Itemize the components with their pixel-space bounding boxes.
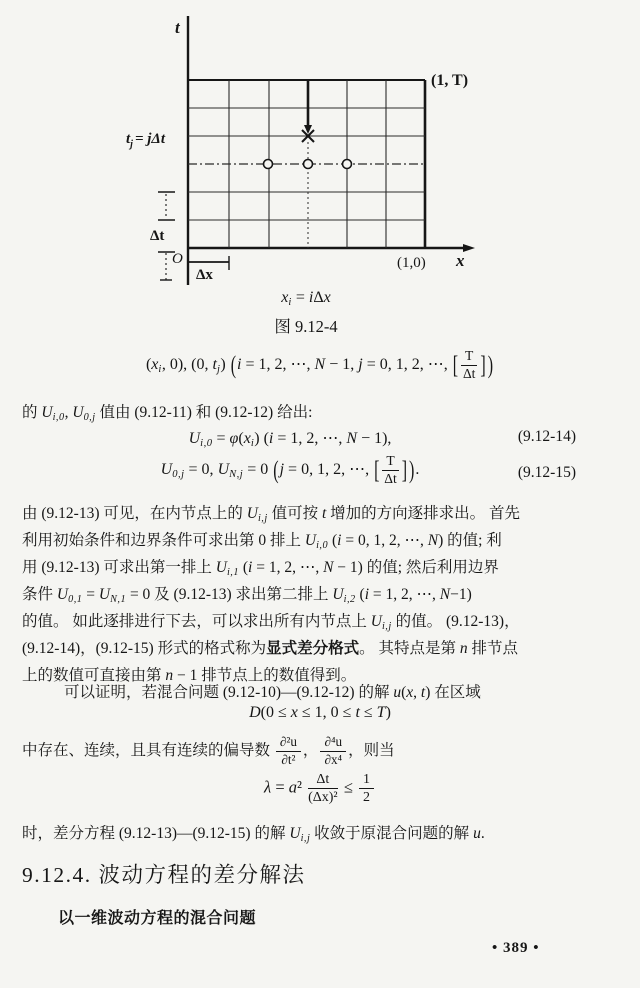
paragraph-line: 用 (9.12-13) 可求出第一排上 Ui,1 (i = 1, 2, ⋯, N − 1) 的值; 然后利用边界 bbox=[22, 559, 499, 578]
equation-number: (9.12-15) bbox=[517, 464, 576, 481]
figure-9-12-4 bbox=[0, 0, 640, 286]
text-line-derivatives: 中存在、连续，且具有连续的偏导数 $\frac{\text{∂²u}}{\text{∂t²}}$ ， $\frac{\text{∂⁴u}}{\text{∂x⁴}}$ ，则当 bbox=[22, 734, 395, 767]
sub-heading: 以一维波动方程的混合问题 bbox=[58, 910, 257, 927]
paragraph-line: 利用初始条件和边界条件可求出第 0 排上 Ui,0 (i = 0, 1, 2, ⋯, N) 的值; 利 bbox=[22, 532, 502, 551]
bottom-right-corner-label: (1,0) bbox=[397, 255, 426, 271]
x-axis-label: x bbox=[456, 251, 465, 270]
dt-label: Δt bbox=[150, 228, 165, 244]
t-axis-label: t bbox=[175, 18, 180, 37]
paragraph-intro-line: 可以证明，若混合问题 (9.12-10)—(9.12-12) 的解 u(x, t) 在区域 bbox=[64, 684, 481, 701]
origin-label: O bbox=[172, 251, 183, 267]
figure-caption-title: 图 9.12-4 bbox=[274, 317, 338, 336]
equation-number: (9.12-14) bbox=[517, 428, 576, 445]
paragraph-line: 条件 U0,1 = UN,1 = 0 及 (9.12-13) 求出第二排上 Ui,2 (i = 1, 2, ⋯, N−1) bbox=[22, 586, 472, 605]
paragraph-line: 的值。 如此逐排进行下去，可以求出所有内节点上 Ui,j 的值。 (9.12-13)， bbox=[22, 613, 520, 632]
equation-9-12-15 bbox=[0, 454, 640, 487]
paragraph-line: (9.12-14)，(9.12-15) 形式的格式称为显式差分格式。 其特点是第 n 排节点 bbox=[22, 640, 519, 657]
text-line-given: 的 Ui,0, U0,j 值由 (9.12-11) 和 (9.12-12) 给出: bbox=[22, 404, 313, 423]
top-right-corner-label: (1, T) bbox=[431, 72, 469, 89]
section-heading: 9.12.4. 波动方程的差分解法 bbox=[22, 863, 306, 887]
page-number: • 389 • bbox=[492, 940, 540, 956]
equation-lambda: λ = a² $\frac{\Delta t}{\text{(Δx)²}}$ ≤ $\frac{1}{2}$ bbox=[0, 772, 640, 806]
text-line-final: 时，差分方程 (9.12-13)—(9.12-15) 的解 Ui,j 收敛于原混合问题的解 u. bbox=[22, 825, 485, 844]
figure-caption-formula: xi = iΔx bbox=[281, 289, 331, 308]
dx-label: Δx bbox=[196, 267, 213, 283]
paragraph-line: 上的数值可直接由第 n − 1 排节点上的数值得到。 bbox=[22, 667, 357, 684]
equation-9-12-14 bbox=[0, 428, 640, 449]
paragraph-line: 由 (9.12-13) 可见，在内节点上的 Ui,j 值可按 t 增加的方向逐排求出。 首先 bbox=[22, 505, 521, 524]
equation-body: Ui,0 = φ(xi) (i = 1, 2, ⋯, N − 1), bbox=[188, 430, 392, 449]
equation-body: U0,j = 0, UN,j = 0 (j = 0, 1, 2, ⋯, [ $\frac{T}{\Delta t}$ ] ). bbox=[160, 453, 420, 486]
equation-domain: D(0 ≤ x ≤ 1, 0 ≤ t ≤ T) bbox=[249, 704, 391, 721]
equation-node-set: (xi, 0), (0, tj) (i = 1, 2, ⋯, N − 1, j = 0, 1, 2, ⋯, [ $\frac{T}{\Delta t}$ ] ) bbox=[145, 348, 494, 381]
x-axis-arrowhead bbox=[463, 244, 475, 252]
tj-row-label: $t_j = j\Delta t$ bbox=[126, 131, 165, 150]
